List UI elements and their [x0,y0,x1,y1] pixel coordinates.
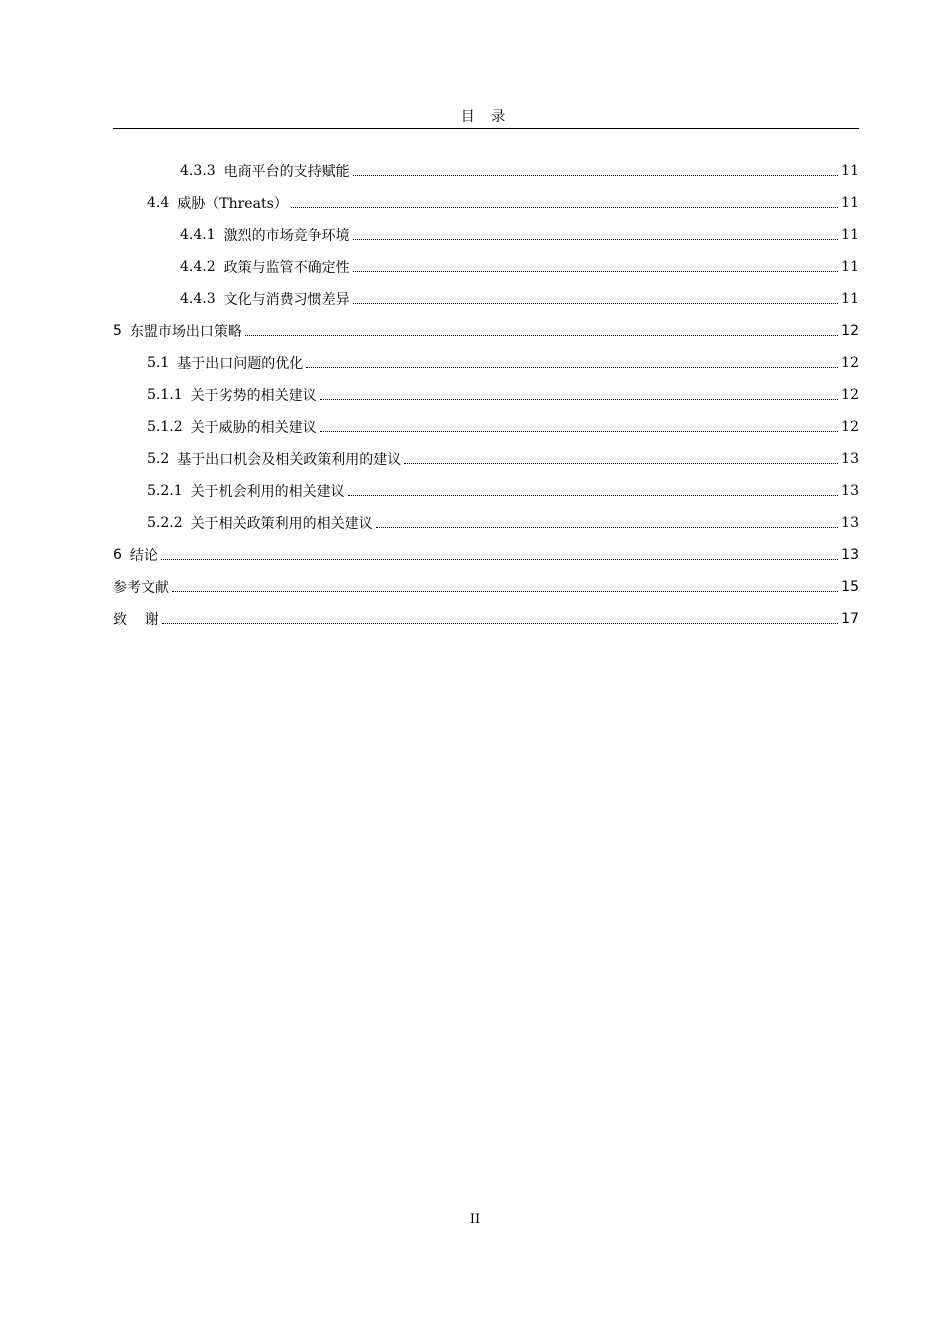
toc-leader [353,302,839,304]
toc-entry[interactable] [113,155,859,187]
toc-entry[interactable] [113,539,859,571]
toc-title: 关于相关政策利用的相关建议 [190,516,373,532]
toc-leader [172,590,838,592]
toc-page: 11 [841,259,859,275]
toc-page: 12 [841,387,859,403]
toc-entry[interactable] [113,187,859,219]
toc-number: 5.1.1 [147,387,183,403]
toc-title: 关于机会利用的相关建议 [190,484,345,500]
toc-title: 激烈的市场竞争环境 [223,228,350,244]
header-title: 目 录 [460,109,512,125]
toc-number: 4.4.1 [180,227,216,243]
toc-page: 11 [841,227,859,243]
toc-title: 威胁（Threats） [177,196,288,212]
toc-leader [353,270,839,272]
toc-number: 6 [113,547,122,563]
toc-page: 13 [841,483,859,499]
toc-leader [291,206,838,208]
toc-page: 11 [841,291,859,307]
toc-number: 5.1 [147,355,170,371]
toc-entry[interactable] [113,283,859,315]
toc-title: 文化与消费习惯差异 [223,292,350,308]
toc-title: 基于出口问题的优化 [177,356,304,372]
toc-number: 4.4.3 [180,291,216,307]
toc-number: 5.2.2 [147,515,183,531]
toc-entry[interactable] [113,219,859,251]
toc-page: 13 [841,547,859,563]
toc-leader [320,398,839,400]
toc-page: 12 [841,419,859,435]
toc-title: 基于出口机会及相关政策利用的建议 [177,452,402,468]
toc-title: 东盟市场出口策略 [129,324,242,340]
toc-page: 11 [841,195,859,211]
toc-number: 4.3.3 [180,163,216,179]
toc-leader [162,622,838,624]
page-number: II [469,1212,481,1227]
toc-number: 4.4 [147,195,170,211]
toc-leader [353,174,839,176]
toc-entry[interactable] [113,475,859,507]
toc-number: 5.2 [147,451,170,467]
toc-title: 致 谢 [113,612,159,628]
toc-title: 政策与监管不确定性 [223,260,350,276]
toc-number: 5 [113,323,122,339]
toc-title: 结论 [129,548,158,564]
toc-entry[interactable] [113,379,859,411]
toc-entry[interactable] [113,347,859,379]
toc-page: 11 [841,163,859,179]
toc-entry[interactable] [113,443,859,475]
toc-leader [348,494,839,496]
toc-title: 参考文献 [113,580,169,596]
toc-title: 关于劣势的相关建议 [190,388,317,404]
toc-leader [306,366,838,368]
toc-title: 关于威胁的相关建议 [190,420,317,436]
page-header [113,106,859,129]
toc-entry[interactable] [113,315,859,347]
toc-leader [376,526,839,528]
toc-entry[interactable] [113,411,859,443]
toc-leader [353,238,839,240]
toc-entry[interactable] [113,251,859,283]
toc-page: 15 [841,579,859,595]
toc-page: 12 [841,355,859,371]
toc-page: 17 [841,611,859,627]
table-of-contents [113,155,859,635]
toc-page: 13 [841,451,859,467]
toc-title: 电商平台的支持赋能 [223,164,350,180]
toc-number: 5.1.2 [147,419,183,435]
toc-leader [404,462,838,464]
toc-leader [161,558,838,560]
toc-page: 13 [841,515,859,531]
toc-leader [245,334,838,336]
toc-number: 4.4.2 [180,259,216,275]
toc-entry[interactable] [113,603,859,635]
toc-entry[interactable] [113,571,859,603]
toc-leader [320,430,839,432]
toc-number: 5.2.1 [147,483,183,499]
toc-entry[interactable] [113,507,859,539]
toc-page: 12 [841,323,859,339]
